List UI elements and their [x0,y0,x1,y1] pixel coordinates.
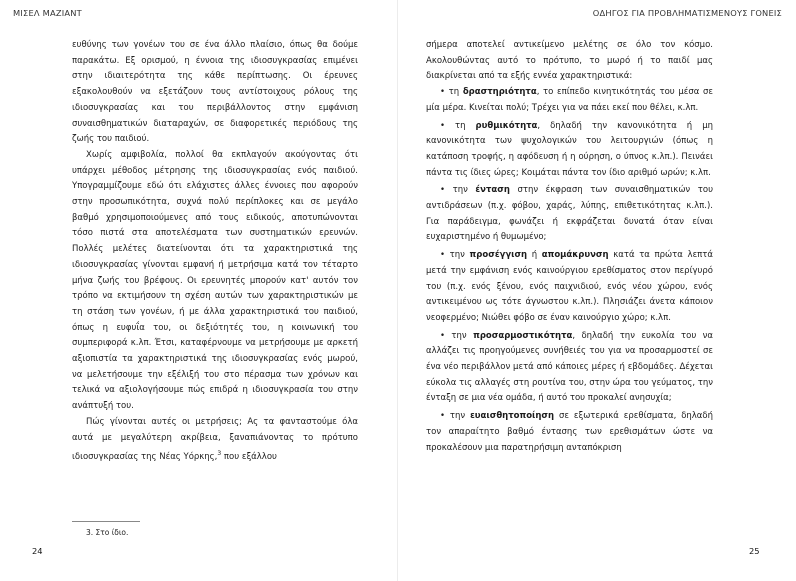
bullet-rhythmicity-text: , δηλαδή την κανονικότητα ή μη κανονικότητα των ψυχολογικών του λειτουργιών (όπως η κατάποση τροφής, η αφόδευση ή η ούρηση, ο ύπνος κ.λπ.). Πεινάει πάντα τις ίδιες ώρες; Κοιμάται πάντα τον ίδιο αριθμό ωρών; κ.λπ. [426,120,713,178]
term-intensity: ένταση [475,185,510,196]
bullet-activity [426,85,713,116]
term-adaptability: προσαρμοστικότητα [473,330,573,341]
paragraph-3 [72,415,358,466]
running-header-title: ΟΔΗΓΟΣ ΓΙΑ ΠΡΟΒΛΗΜΑΤΙΣΜΕΝΟΥΣ ΓΟΝΕΙΣ [592,8,782,18]
bullet-sensitivity-text: σε εξωτερικά ερεθίσματα, δηλαδή τον απαραίτητο βαθμό έντασης των ερεθισμάτων ώστε να προκαλέσουν μια παρατηρήσιμη ανταπόκριση [426,411,713,453]
bullet-activity-pre: • τη [440,87,463,98]
paragraph-2: Χωρίς αμφιβολία, πολλοί θα εκπλαγούν ακούγοντας ότι υπάρχει μέθοδος μέτρησης της ιδιοσυγκρασίας ενός παιδιού. Υπογραμμίζουμε εδώ ότι ελάχιστες άλλες έννοιες που αφορούν στην προσωπικότητα, συχνά πολύ περίπλοκες και σε μεγάλο βαθμό χρησιμοποιούμενες από τους ειδικούς, αποτυπώνονται τόσο πιστά στα αποτελέσματα των συστηματικών ερευνών. Πολλές μελέτες διατείνονται ότι τα χαρακτηριστικά της ιδιοσυγκρασίας γίνονται εμφανή ή μετρήσιμα κατά τον τέταρτο μήνα ζωής του βρέφους. Οι ερευνητές μπορούν κατ' αυτόν τον τρόπο να εκτιμήσουν τη σχέση αυτών των χαρακτηριστικών με τη στάση των γονέων, ή με άλλα χαρακτηριστικά του παιδιού, όπως η ευφυΐα του, οι δεξιότητές του, η κοινωνική του συμπεριφορά κ.λπ. Έτσι, καταφέρνουμε να μετρήσουμε με αρκετή αξιοπιστία τα χαρακτηριστικά της ιδιοσυγκρασίας ενός μωρού, να μελετήσουμε την εξέλιξή του στο πέρασμα των χρόνων και τελικά να αξιολογήσουμε πώς επιδρά η ιδιοσυγκρασία του στην ανάπτυξή του. [72,149,358,412]
intro-paragraph: σήμερα αποτελεί αντικείμενο μελέτης σε όλο τον κόσμο. Ακολουθώντας αυτό το πρότυπο, το μωρό ή το παιδί μας διακρίνεται από τα εξής εννέα χαρακτηριστικά: [426,40,713,82]
term-rhythmicity: ρυθμικότητα [475,120,538,131]
bullet-approach-text: κατά τα πρώτα λεπτά μετά την εμφάνιση ενός καινούργιου ερεθίσματος στον περίγυρό του (π.χ. ενός ξένου, ενός παιχνιδιού, ενός νέου χώρου, ενός αντικειμένου ως τότε άγνωστου κ.λπ.). Πλησιάζει άνετα κάποιον νεοφερμένο; Νιώθει φόβο σε έναν καινούργιο χώρο; κ.λπ. [426,250,713,323]
term-activity: δραστηριότητα [462,87,537,98]
bullet-intensity-pre: • την [440,185,476,196]
bullet-adaptability-text: , δηλαδή την ευκολία του να αλλάζει τις προηγούμενες συνήθειές του για να προσαρμοστεί σε ένα νέο περιβάλλον μετά από κάποιες μέρες ή εβδομάδες. Δέχεται εύκολα τις αλλαγές στη ρουτίνα του, στην ώρα του γεύματος, την ένταξη σε μια νέα ομάδα, ή αυτό του προκαλεί ανησυχία; [426,330,714,404]
footnote-marker[interactable]: 3 [217,450,222,458]
footnote-rule [72,521,140,522]
term-approach: προσέγγιση [469,250,528,261]
right-page-body [426,38,713,456]
footnote: 3. Στο ίδιο. [86,528,129,537]
bullet-sensitivity-pre: • την [440,411,471,422]
bullet-adaptability-pre: • την [440,330,474,341]
bullet-activity-text: , το επίπεδο κινητικότητάς του μέσα σε μία μέρα. Κινείται πολύ; Τρέχει για να πάει εκεί που θέλει, κ.λπ. [426,87,713,113]
term-withdrawal: απομάκρυνση [541,250,609,261]
bullet-rhythmicity [426,119,713,182]
page-gutter [397,0,398,581]
bullet-approach-mid: ή [527,250,542,261]
bullet-sensitivity [426,409,713,456]
bullet-approach-pre: • την [440,250,470,261]
page-number-left: 24 [32,546,43,556]
paragraph-1: ευθύνης των γονέων του σε ένα άλλο πλαίσιο, όπως θα δούμε παρακάτω. Εξ ορισμού, η έννοια της ιδιοσυγκρασίας επιμένει στην ιδιαιτερότητα της κάθε περίπτωσης. Οι έρευνες εξακολουθούν να εξετάζουν τους αντίστοιχους ρόλους της ιδιοσυγκρασίας και του περιβάλλοντος στην εμφάνιση συναισθηματικών διαταραχών, σε διαφορετικές περιόδους της ζωής του παιδιού. [72,40,358,145]
bullet-rhythmicity-pre: • τη [440,120,476,131]
paragraph-3-tail: που εξάλλου [221,452,277,463]
bullet-approach [426,248,713,327]
page-number-right: 25 [749,546,760,556]
running-header-author: ΜΙΣΕΛ ΜΑΖΙΑΝΤ [13,8,82,18]
paragraph-3-text: Πώς γίνονται αυτές οι μετρήσεις; Ας τα φανταστούμε όλα αυτά με μεγαλύτερη ακρίβεια, ξαναπιάνοντας το πρότυπο ιδιοσυγκρασίας της Νέας Υόρκης, [72,416,358,463]
bullet-intensity-text: στην έκφραση των συναισθηματικών του αντιδράσεων (π.χ. φόβου, χαράς, λύπης, επιθετικότητας κ.λπ.). Για παράδειγμα, φωνάζει ή εκφράζεται δυνατά όταν είναι ευχαριστημένο ή θυμωμένο; [426,185,713,243]
bullet-adaptability [426,329,713,408]
left-page-body [72,38,358,466]
bullet-intensity [426,183,713,246]
term-sensitivity: ευαισθητοποίηση [470,411,555,422]
